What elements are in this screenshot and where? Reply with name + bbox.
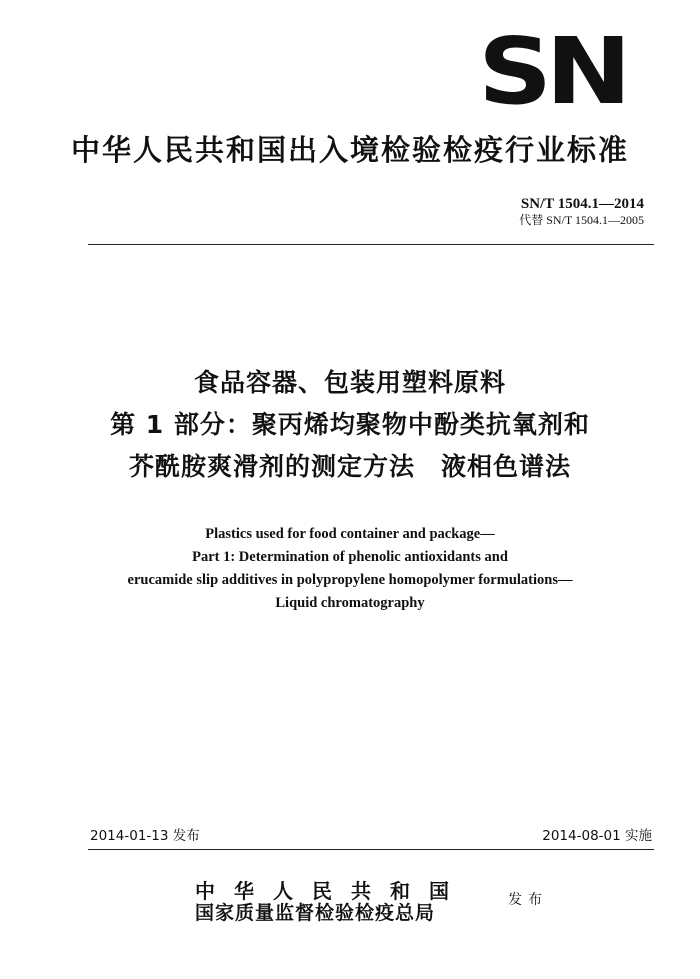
publish-action: 发布 [508, 892, 548, 908]
english-title-line-2: Part 1: Determination of phenolic antioxidants and [192, 549, 508, 565]
chinese-title-line-2: 第 1 部分：聚丙烯均聚物中酚类抗氧剂和 [110, 410, 590, 439]
sn-logo: SN [478, 18, 626, 125]
chinese-title-line-1: 食品容器、包装用塑料原料 [193, 368, 506, 397]
top-divider [88, 244, 654, 245]
publisher-line-2: 国家质量监督检验检疫总局 [195, 902, 436, 924]
publisher-block [195, 880, 468, 924]
standard-number-block [519, 196, 644, 227]
english-title-line-4: Liquid chromatography [275, 595, 425, 611]
implementation-date: 2014-08-01 实施 [542, 828, 652, 844]
issue-date: 2014-01-13 发布 [90, 828, 200, 844]
organization-title: 中华人民共和国出入境检验检疫行业标准 [70, 133, 629, 167]
publisher-line-1: 中华人民共和国 [195, 879, 468, 903]
bottom-divider [88, 849, 654, 850]
standard-number: SN/T 1504.1—2014 [520, 196, 644, 212]
english-title-line-3: erucamide slip additives in polypropylene homopolymer formulations— [127, 572, 573, 588]
chinese-title-line-3: 芥酰胺爽滑剂的测定方法 液相色谱法 [128, 452, 571, 481]
chinese-title [0, 362, 700, 488]
replaces-standard: 代替 SN/T 1504.1—2005 [519, 213, 644, 227]
english-title-line-1: Plastics used for food container and package— [205, 526, 495, 542]
english-title [0, 523, 700, 615]
